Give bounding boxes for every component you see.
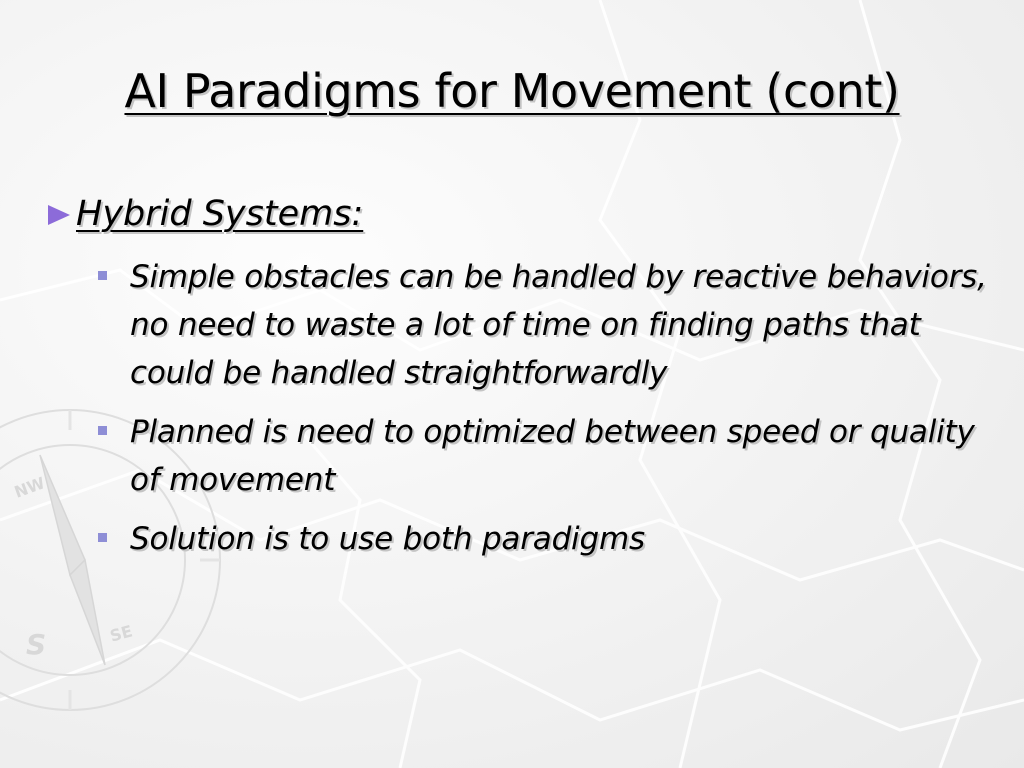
sub-bullet-item: [98, 515, 1003, 563]
sub-bullet-item: [98, 253, 1003, 397]
sub-bullet-item: [98, 408, 1003, 504]
compass-label-nw: NW: [11, 473, 48, 502]
sub-bullet-text: Simple obstacles can be handled by reactive behaviors, no need to waste a lot of time on finding paths that could be handled straightforwardly: [130, 259, 987, 391]
sub-bullet-text: Solution is to use both paradigms: [130, 521, 645, 557]
compass-label-s: S: [26, 628, 47, 661]
square-bullet-icon: [98, 533, 107, 542]
bullet-text: Hybrid Systems:: [76, 194, 364, 234]
sub-bullet-list: [98, 253, 1003, 574]
triangle-bullet-icon: [48, 205, 70, 225]
slide-title: AI Paradigms for Movement (cont): [124, 64, 900, 118]
square-bullet-icon: [98, 426, 107, 435]
sub-bullet-text: Planned is need to optimized between speed or quality of movement: [130, 414, 975, 498]
compass-label-se: SE: [107, 621, 135, 646]
bullet-item: [48, 190, 363, 238]
square-bullet-icon: [98, 271, 107, 280]
